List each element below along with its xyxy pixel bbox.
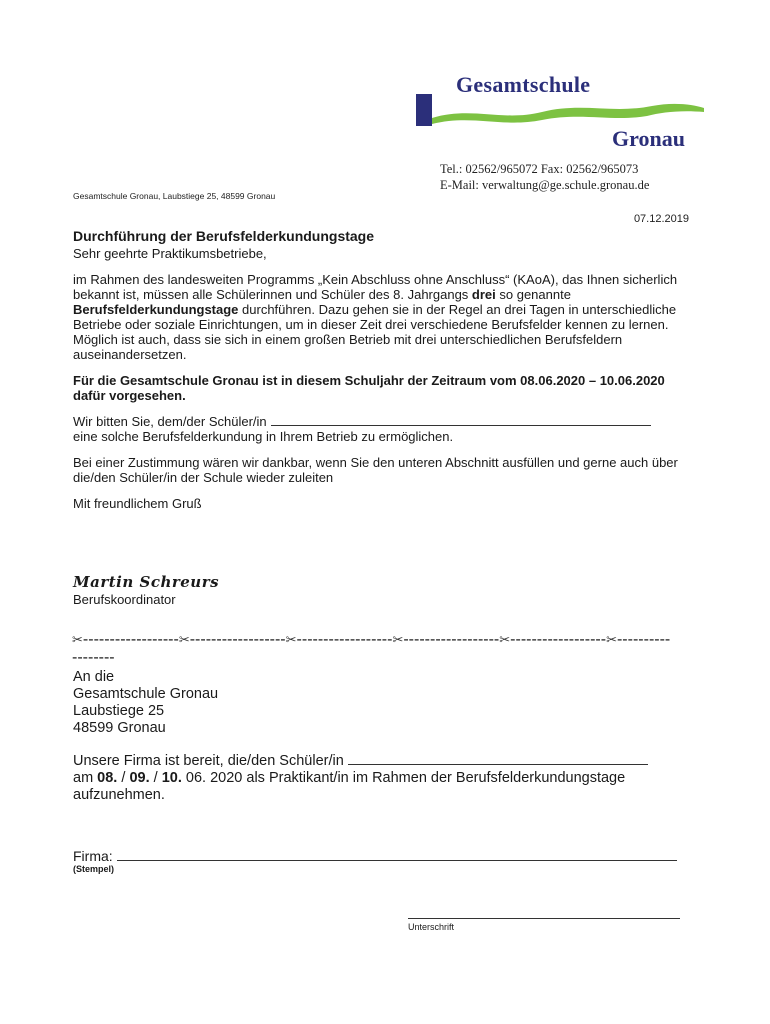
phone-fax: Tel.: 02562/965072 Fax: 02562/965073: [440, 162, 639, 176]
cut-dashes: ------------------: [403, 631, 500, 648]
consent-paragraph: Bei einer Zustimmung wären wir dankbar, wenn Sie den unteren Abschnitt ausfüllen und gerne auch über die/den Schüler/in der Schule wieder zuleiten: [73, 455, 678, 485]
firma-blank[interactable]: [117, 859, 677, 861]
reply-address: [73, 669, 218, 737]
letter-body: [73, 226, 693, 511]
request-text-2: eine solche Berufsfelderkundung in Ihrem Betrieb zu ermöglichen.: [73, 429, 454, 444]
address-line: Laubstiege 25: [73, 703, 165, 719]
date-separator: /: [117, 770, 130, 786]
firma-label: Firma:: [73, 848, 113, 864]
date-option-09[interactable]: 09.: [129, 770, 150, 786]
closing: Mit freundlichem Gruß: [73, 496, 202, 511]
reply-text: Unsere Firma ist bereit, die/den Schüler/in: [73, 753, 344, 769]
letter-subject: Durchführung der Berufsfelderkundungstage: [73, 228, 375, 244]
signature-name: Martin Schreurs: [73, 573, 220, 591]
signer-title: Berufskoordinator: [73, 592, 176, 607]
period-notice: Für die Gesamtschule Gronau ist in diesem Schuljahr der Zeitraum vom 08.06.2020 – 10.06.2020 dafür vorgesehen.: [73, 373, 665, 403]
stempel-label: (Stempel): [73, 864, 115, 874]
date-option-08[interactable]: 08.: [97, 770, 118, 786]
emphasis-berufsfelderkundungstage: Berufsfelderkundungstage: [73, 302, 239, 317]
reply-statement: [73, 753, 703, 804]
reply-line-1: [73, 753, 703, 770]
reply-text-2: 06. 2020 als Praktikant/in im Rahmen der Berufsfelderkundungstage aufzunehmen.: [73, 770, 626, 803]
salutation: Sehr geehrte Praktikumsbetriebe,: [73, 246, 267, 261]
paragraph-program-text-1: im Rahmen des landesweiten Programms „Kein Abschluss ohne Anschluss“ (KAoA), das Ihnen sicherlich bekannt ist, müssen alle Schülerinnen und Schüler des 8. Jahrgangs: [73, 272, 678, 302]
signature-label: Unterschrift: [408, 922, 455, 932]
paragraph-program: [73, 272, 693, 362]
cut-dashes: ------------------: [510, 631, 607, 648]
reply-line-2: [73, 770, 703, 804]
request-paragraph: [73, 414, 693, 444]
contact-block: [440, 161, 649, 193]
cut-dashes: ------------------: [82, 631, 179, 648]
scissors-icon: ✂: [606, 632, 617, 647]
firma-field: [73, 848, 683, 864]
date-separator: /: [149, 770, 162, 786]
school-logo-subtitle: Gronau: [612, 126, 685, 151]
scissors-icon: ✂: [392, 632, 404, 647]
student-name-blank[interactable]: [271, 424, 651, 426]
paragraph-program-text-2: so genannte: [495, 287, 571, 302]
letter-date: 07.12.2019: [633, 213, 689, 225]
request-text: Wir bitten Sie, dem/der Schüler/in: [73, 414, 267, 429]
scissors-icon: ✂: [72, 632, 83, 647]
scissors-icon: ✂: [285, 632, 297, 647]
cut-dashes: ------------------: [296, 631, 393, 648]
email-address: E-Mail: verwaltung@ge.schule.gronau.de: [440, 178, 650, 192]
paragraph-program-text-3: durchführen. Dazu gehen sie in der Regel an drei Tagen in unterschiedliche Betriebe oder soziale Einrichtungen, um in dieser Zeit drei verschiedene Berufsfelder kennen zu lernen. Möglich ist auch, dass sie sich in einem großen Betrieb mit drei unterschiedlichen Berufsfeldern auseinandersetzen.: [73, 302, 677, 362]
cut-dashes: ------------------: [72, 631, 671, 666]
reply-student-blank[interactable]: [348, 763, 648, 765]
date-option-10[interactable]: 10.: [161, 770, 182, 786]
sender-line: Gesamtschule Gronau, Laubstiege 25, 48599 Gronau: [73, 191, 276, 201]
address-line: 48599 Gronau: [73, 720, 166, 736]
reply-am: am: [73, 770, 98, 786]
address-line: An die: [73, 669, 115, 685]
scissors-icon: ✂: [178, 632, 190, 647]
signature-line[interactable]: [408, 918, 680, 919]
emphasis-drei: drei: [471, 287, 496, 302]
cut-dashes: ------------------: [189, 631, 286, 648]
address-line: Gesamtschule Gronau: [73, 686, 219, 702]
scissors-icon: ✂: [499, 632, 511, 647]
cut-line: [72, 631, 672, 666]
school-logo-title: Gesamtschule: [456, 72, 591, 97]
